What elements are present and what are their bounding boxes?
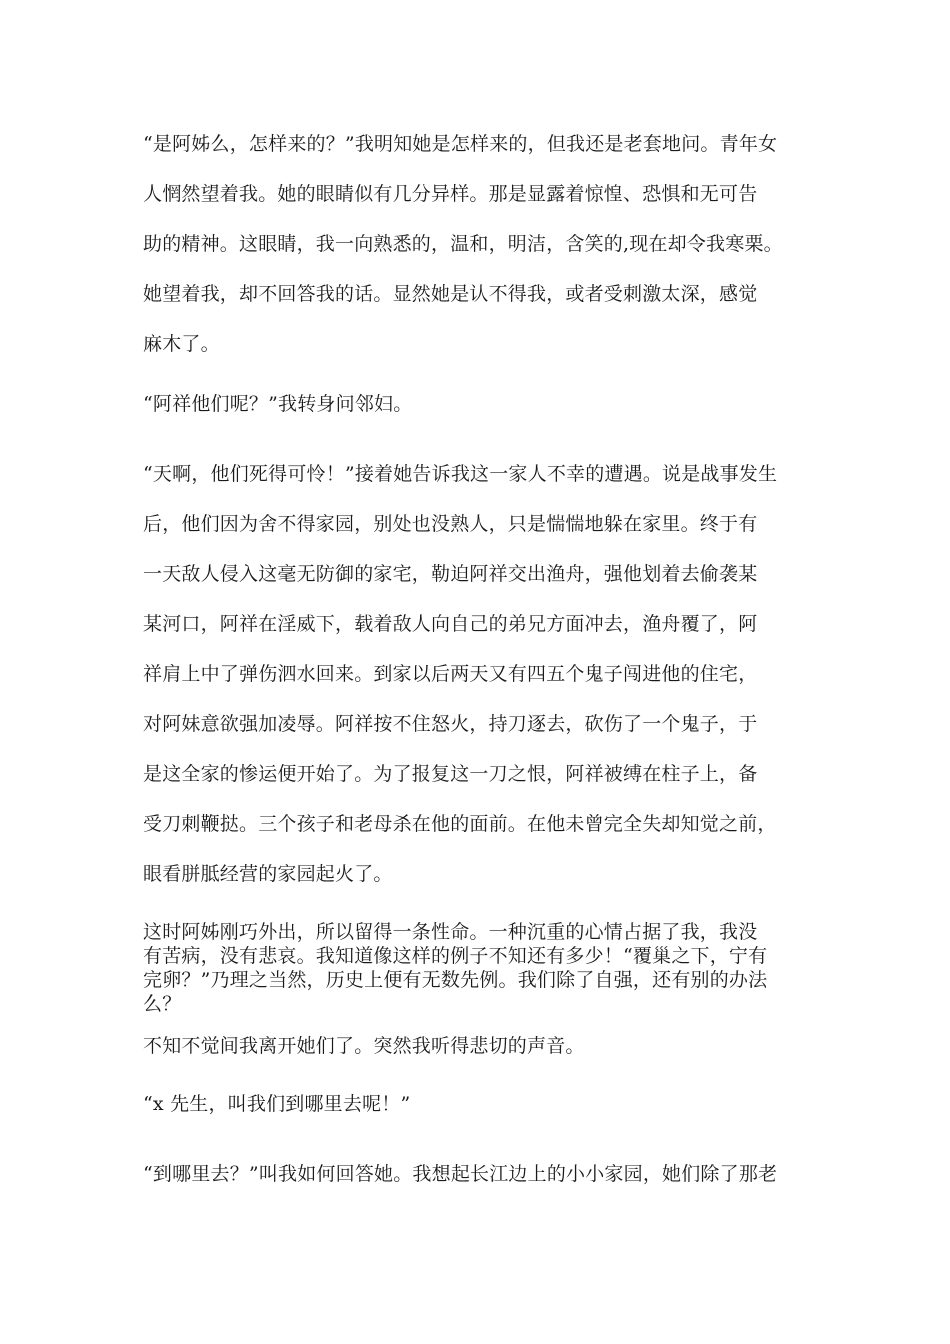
paragraph-5-line-1: 不知不觉间我离开她们了。突然我听得悲切的声音。 bbox=[143, 1035, 585, 1057]
paragraph-3-line-9: 眼看胼胝经营的家园起火了。 bbox=[143, 863, 393, 885]
paragraph-3-line-5: 祥肩上中了弹伤泗水回来。到家以后两天又有四五个鬼子闯进他的住宅， bbox=[143, 663, 758, 685]
paragraph-3-line-2: 后，他们因为舍不得家园，别处也没熟人，只是惴惴地躲在家里。终于有 bbox=[143, 513, 758, 535]
paragraph-3-line-6: 对阿妹意欲强加凌辱。阿祥按不住怒火，持刀逐去，砍伤了一个鬼子，于 bbox=[143, 713, 758, 735]
paragraph-4-line-1: 这时阿姊刚巧外出，所以留得一条性命。一种沉重的心情占据了我，我没 bbox=[143, 921, 758, 943]
paragraph-4-line-4: 么？ bbox=[143, 993, 182, 1015]
paragraph-6-line-1: “x 先生，叫我们到哪里去呢！” bbox=[143, 1093, 411, 1115]
paragraph-3-line-7: 是这全家的惨运便开始了。为了报复这一刀之恨，阿祥被缚在柱子上，备 bbox=[143, 763, 758, 785]
paragraph-1-line-2: 人惘然望着我。她的眼睛似有几分异样。那是显露着惊惶、恐惧和无可告 bbox=[143, 183, 758, 205]
paragraph-1-line-1: “是阿姊么，怎样来的？”我明知她是怎样来的，但我还是老套地问。青年女 bbox=[143, 133, 778, 155]
paragraph-3-line-4: 某河口，阿祥在淫威下，载着敌人向自己的弟兄方面冲去，渔舟覆了，阿 bbox=[143, 613, 758, 635]
paragraph-7-line-1: “到哪里去？”叫我如何回答她。我想起长江边上的小小家园，她们除了那老 bbox=[143, 1163, 778, 1185]
paragraph-3-line-1: “天啊，他们死得可怜！”接着她告诉我这一家人不幸的遭遇。说是战事发生 bbox=[143, 463, 778, 485]
paragraph-1-line-3: 助的精神。这眼睛，我一向熟悉的，温和，明洁，含笑的,现在却令我寒栗。 bbox=[143, 233, 783, 255]
paragraph-1-line-4: 她望着我，却不回答我的话。显然她是认不得我，或者受刺激太深，感觉 bbox=[143, 283, 758, 305]
paragraph-4-line-3: 完卵？”乃理之当然，历史上便有无数先例。我们除了自强，还有别的办法 bbox=[143, 969, 768, 991]
paragraph-2-line-1: “阿祥他们呢？”我转身问邻妇。 bbox=[143, 393, 413, 415]
paragraph-3-line-3: 一天敌人侵入这毫无防御的家宅，勒迫阿祥交出渔舟，强他划着去偷袭某 bbox=[143, 563, 758, 585]
paragraph-3-line-8: 受刀刺鞭挞。三个孩子和老母杀在他的面前。在他未曾完全失却知觉之前， bbox=[143, 813, 777, 835]
paragraph-1-line-5: 麻木了。 bbox=[143, 333, 220, 355]
paragraph-4-line-2: 有苦病，没有悲哀。我知道像这样的例子不知还有多少！“覆巢之下，宁有 bbox=[143, 945, 768, 967]
